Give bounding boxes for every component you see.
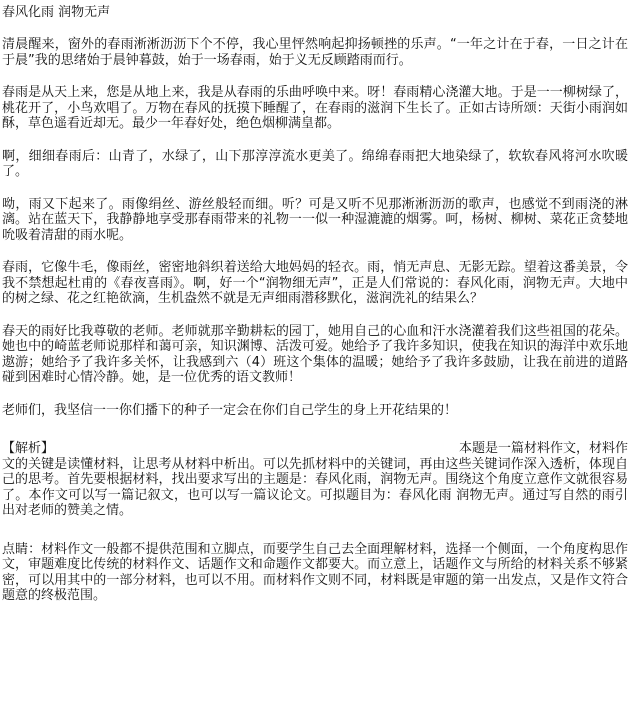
essay-paragraph-4: 呦，雨又下起来了。雨像绢丝、游丝般轻而细。听？可是又听不见那淅淅沥沥的歌声，也感觉不到雨浇的淋漓。站在蓝天下，我静静地享受那春雨带来的礼物一一似一种湿漉漉的烟雾。呵，杨树、柳树、菜花正贪婪地吮吸着清甜的雨水呢。: [2, 196, 628, 243]
essay-paragraph-3: 啊，细细春雨后：山青了，水绿了，山下那淳淳流水更美了。绵绵春雨把大地染绿了，软软春风将河水吹暖了。: [2, 148, 628, 179]
tip-paragraph: 点睛：材料作文一般都不提供范围和立脚点，而要学生自己去全面理解材料，选择一个侧面，一个角度构思作文，审题难度比传统的材料作文、话题作文和命题作文都要大。而立意上，话题作文与所给的材料关系不够紧密，可以用其中的一部分材料，也可以不用。而材料作文则不同，材料既是审题的第一出发点，又是作文符合题意的终极范围。: [2, 541, 628, 603]
analysis-first-line: 本题是一篇材料作文，材料作: [458, 441, 628, 456]
essay-paragraph-6: 春天的雨好比我尊敬的老师。老师就那辛勤耕耘的园丁，她用自己的心血和汗水浇灌着我们这些祖国的花朵。她也中的崎蓝老师说那样和蔼可亲，知识渊博、活泼可爱。她给予了我许多知识，使我在知识的海洋中欢乐地遨游；她给予了我许多关怀，让我感到六（4）班这个集体的温暖；她给予了我许多鼓励，让我在前进的道路碰到困难时心情冷静。她，是一位优秀的语文教师！: [2, 323, 628, 385]
essay-paragraph-2: 春雨是从天上来，您是从地上来，我是从春雨的乐曲呼唤中来。呀！春雨精心浇灌大地。于是一一柳树绿了，桃花开了，小鸟欢唱了。万物在春风的抚摸下睡醒了，在春雨的滋润下生长了。正如古诗所颂：天街小雨润如酥，草色遥看近却无。最少一年春好处，绝色烟柳满皇都。: [2, 85, 628, 131]
analysis-label: 【解析】: [2, 441, 55, 456]
analysis-header: [2, 441, 628, 457]
essay-title: 春风化雨 润物无声: [2, 5, 111, 20]
essay-paragraph-1: 清晨醒来，窗外的春雨淅淅沥沥下个不停，我心里怦然响起抑扬顿挫的乐声。“一年之计在于春，一日之计在于晨”我的思绪始于晨钟暮鼓，始于一场春雨，始于义无反顾踏雨而行。: [2, 37, 628, 68]
essay-closing-paragraph: 老师们，我坚信一一你们播下的种子一定会在你们自己学生的身上开花结果的！: [2, 402, 458, 418]
essay-paragraph-5: 春雨，它像牛毛，像雨丝，密密地斜织着送给大地妈妈的轻衣。雨，悄无声息、无影无踪。望着这番美景，令我不禁想起杜甫的《春夜喜雨》。啊，好一个“润物细无声”，正是人们常说的：春风化雨，润物无声。大地中的树之绿、花之红艳欲滴，生机盎然不就是无声细雨潜移默化，滋润洗礼的结果么？: [2, 260, 628, 306]
analysis-body: 文的关键是读懂材料，让思考从材料中析出。可以先抓材料中的关键词，再由这些关键词作深入透析，体现自己的思考。首先要根据材料，找出要求写出的主题是：春风化雨，润物无声。围绕这个角度立意作文就很容易了。本作文可以写一篇记叙文，也可以写一篇议论文。可拟题目为：春风化雨 润物无声。通过写自然的雨引出对老师的赞美之情。: [2, 456, 628, 518]
